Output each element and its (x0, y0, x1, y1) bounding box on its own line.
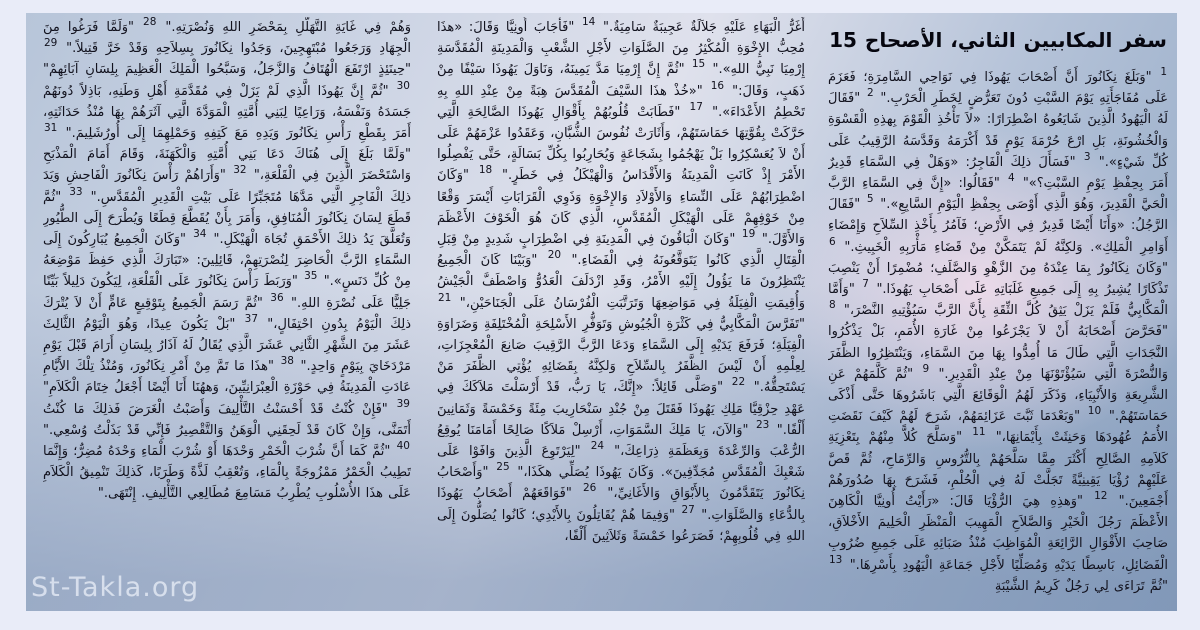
watermark: St-Takla.org (31, 572, 200, 603)
verses-left: وَهُمْ فِي غَايَةِ التَّهَلُّلِ بِمَحْضَرِ اللهِ وَنُصْرَتِهِ." $^{28}$ "وَلَمَّا فَرَغُوا مِنَ الْجِهَادِ وَرَجَعُوا مُبْتَهِجِينَ، وَجَدُوا نِكَانُورَ بِسِلاَحِهِ وَقَدْ خَرَّ قَتِيلاً." $^{29}$ "حِينَئِذٍ ارْتَفَعَ الْهُتَافُ وَالزَّجَلُ، وَسَبَّحُوا الْمَلِكَ الْعَظِيمَ بِلِسَانِ آبَائِهِمْ" $^{30}$ "ثُمَّ إِنَّ يَهُوذَا الَّذِي لَمْ يَزَلْ فِي مُقَدَّمَةِ أَهْلِ وَطَنِهِ، بَاذِلاً دُونَهُمْ جَسَدَهُ وَنَفْسَهُ، وَرَاعِيًا لِبَنِي أُمَّتِهِ الْمَوَدَّةَ الَّتِي آثَرَهُمْ بِهَا مُنْذُ حَدَاثَتِهِ، أَمَرَ بِقَطْعِ رَأْسِ نِكَانُورَ وَيَدِهِ مَعَ كَتِفِهِ وَحَمْلِهِمَا إِلَى أُورُشَلِيمَ." $^{31}$ "وَلَمَّا بَلَغَ إِلَى هُنَاكَ دَعَا بَنِي أُمَّتِهِ وَالْكَهَنَةَ، وَقَامَ أَمَامَ الْمَذْبَحِ وَاسْتَحْضَرَ الَّذِينَ فِي الْقَلْعَةِ،" $^{32}$ "وَأَرَاهُمْ رَأْسَ نِكَانُورَ الْفَاحِشِ وَيَدَ ذلِكَ الْفَاجِرِ الَّتِي مَدَّهَا مُتَجَبِّرًا عَلَى بَيْتِ الْقَدِيرِ الْمُقَدَّسِ." $^{33}$ "ثُمَّ قَطَعَ لِسَانَ نِكَانُورَ الْمُنَافِقِ، وَأَمَرَ بِأَنْ يُقَطَّعَ قِطَعًا وَيُطْرَحَ إِلَى الطُّيُورِ وَتُعَلَّقَ يَدُ ذلِكَ الأَحْمَقِ تُجَاهَ الْهَيْكَلِ." $^{34}$ "وَكَانَ الْجَمِيعُ يُبَارِكُونَ إِلَى السَّمَاءِ الرَّبَّ الْحَاضِرَ لِنُصْرَتِهِمْ، قَائِلِينَ: «تَبَارَكَ الَّذِي حَفِظَ مَوْضِعَهُ مِنْ كُلِّ دَنَسٍ»." $^{35}$ "وَرَبَطَ رَأْسَ نِكَانُورَ عَلَى الْقَلْعَةِ، لِيَكُونَ دَلِيلاً بَيِّنًا جَلِيًّا عَلَى نُصْرَةِ اللهِ." $^{36}$ "ثُمَّ رَسَمَ الْجَمِيعُ بِتَوْقِيعٍ عَامٍّ أَنْ لاَ يُتْرَكَ ذلِكَ الْيَوْمُ بِدُونِ احْتِفَالٍ،" $^{37}$ "بَلْ يَكُونَ عِيدًا، وَهُوَ الْيَوْمُ الثَّالِثَ عَشَرَ مِنَ الشَّهْرِ الثَّانِي عَشَرَ الَّذِي يُقَالُ لَهُ آذَارُ بِلِسَانِ أَرَامَ قَبْلَ يَوْمِ مَرْدَخَايَ بِيَوْمٍ وَاحِدٍ." $^{38}$ "هذَا مَا تَمَّ مِنْ أَمْرِ نِكَانُورَ، وَمُنْذُ تِلْكَ الأَيَّامِ عَادَتِ الْمَدِينَةُ فِي حَوْزَةِ الْعِبْرَانِيِّينَ، وَههُنَا أَنَا أَيْضًا أَجْعَلُ خِتَامَ الْكَلاَمِ" $^{39}$ "فَإِنْ كُنْتُ قَدْ أَحْسَنْتُ التَّأْلِيفَ وَأَصَبْتُ الْغَرَضَ فَذلِكَ مَا كُنْتُ أَتَمَنَّى، وَإِنْ كَانَ قَدْ لَحِقَنِي الْوَهَنُ وَالتَّقْصِيرُ فَإِنِّي قَدْ بَذَلْتُ وُسْعِي." $^{40}$ "ثُمَّ كَمَا أَنَّ شُرْبَ الْخَمْرِ وَحْدَهَا أَوْ شُرْبَ الْمَاءِ وَحْدَهُ مُضِرٌّ؛ وَإِنَّمَا تَطِيبُ الْخَمْرُ مَمْزُوجَةً بِالْمَاءِ، وَتُعْقِبُ لَذَّةً وَطَرَبًا، كَذلِكَ تَنْمِيقُ الْكَلاَمِ عَلَى هذَا الأُسْلُوبِ يُطْرِبُ مَسَامِعَ مُطَالِعِي التَّأْلِيفِ. إِنْتَهَى." (43, 17, 411, 502)
text-column-left (43, 17, 411, 609)
verses-right: $^1$ "وَبَلَغَ نِكَانُورَ أَنَّ أَصْحَابَ يَهُوذَا فِي نَوَاحِي السَّامِرَةِ؛ فَعَزَمَ عَلَى مُفَاجَأَتِهِ يَوْمَ السَّبْتِ دُونَ تَعَرُّضٍ لِخَطَرِ الْحَرْبِ." $^2$ "فَقَالَ لَهُ الْيَهُودُ الَّذِينَ شَايَعُوهُ اضْطِرَارًا: «لاَ تَأْخُذِ الْقَوْمَ بِهذِهِ الْقَسْوَةِ وَالْخُشُونَةِ، بَلِ ارْعَ حُرْمَةَ يَوْمٍ قَدْ أَكْرَمَهُ وَقَدَّسَهُ الرَّقِيبُ عَلَى كُلِّ شَيْءٍ»." $^3$ "فَسَأَلَ ذلِكَ الْفَاجِرُ: «وَهَلْ فِي السَّمَاءِ قَدِيرٌ أَمَرَ بِحِفْظِ يَوْمِ السَّبْتِ؟»" $^4$ "فَقَالُوا: «إِنَّ فِي السَّمَاءِ الرَّبَّ الْحَيَّ الْقَدِيرَ، وَهُوَ الَّذِي أَوْصَى بِحِفْظِ الْيَوْمِ السَّابِعِ»." $^5$ "فَقَالَ الرَّجُلُ: «وَأَنَا أَيْضًا قَدِيرٌ فِي الأَرْضِ؛ فَآمُرُ بِأَخْذِ السِّلاَحِ وَإِمْضَاءِ أَوَامِرِ الْمَلِكِ». وَلكِنَّهُ لَمْ يَتَمَكَّنْ مِنْ قَضَاءِ مَأْرَبِهِ الْخَبِيثِ." $^6$ "وَكَانَ نِكَانُورُ بِمَا عِنْدَهُ مِنَ الزَّهْوِ وَالصَّلَفِ؛ مُضْمِرًا أَنْ يَنْصِبَ تَذْكَارًا يُشِيرُ بِهِ إِلَى جَمِيعِ غَلَبَاتِهِ عَلَى أَصْحَابِ يَهُوذَا." $^7$ "وَأَمَّا الْمَكَّابِيُّ فَلَمْ يَزَلْ يَثِقُ كُلَّ الثِّقَةِ بِأَنَّ الرَّبَّ سَيُؤْتِيهِ النَّصْرَ،" $^8$ "فَحَرَّضَ أَصْحَابَهُ أَنْ لاَ يَجْزَعُوا مِنْ غَارَةِ الأُمَمِ، بَلْ يَذْكُرُوا النَّجَدَاتِ الَّتِي طَالَ مَا أُمِدُّوا بِهَا مِنَ السَّمَاءِ، وَيَنْتَظِرُوا الظَّفَرَ وَالنُّصْرَةَ الَّتِي سَيُؤْتَوْنَهَا مِنْ عِنْدِ الْقَدِيرِ." $^9$ "ثُمَّ كَلَّمَهُمْ عَنِ الشَّرِيعَةِ وَالأَنْبِيَاءِ، وَذَكَرَ لَهُمُ الْوَقَائِعَ الَّتِي بَاشَرُوهَا حَتَّى أَذْكَى حَمَاسَتَهُمْ." $^{10}$ "وَبَعْدَمَا ثَبَّتَ عَزَائِمَهُمْ، شَرَحَ لَهُمْ كَيْفَ نَقَضَتِ الأُمَمُ عُهُودَهَا وَحَنِثَتْ بِأَيْمَانِهَا،" $^{11}$ "وَسَلَّحَ كُلاًّ مِنْهُمْ بِتَعْزِيَةِ كَلاَمِهِ الصَّالِحِ أَكْثَرَ مِمَّا سَلَّحَهُمْ بِالتُّرُوسِ وَالرِّمَاحِ، ثُمَّ قَصَّ عَلَيْهِمْ رُؤْيَا يَقِينِيَّةً تَجَلَّتْ لَهُ فِي الْحُلْمِ، فَشَرَحَ بِهَا صُدُورَهُمْ أَجْمَعِينَ." $^{12}$ "وَهذِهِ هِيَ الرُّؤْيَا قَالَ: «رَأَيْتُ أُونِيَّا الْكَاهِنَ الأَعْظَمَ رَجُلَ الْخَيْرِ وَالصَّلاَحِ الْمَهِيبَ الْمَنْظَرِ الْحَلِيمَ الأَخْلاَقِ، صَاحِبَ الأَقْوَالِ الرَّائِعَةِ الْمُوَاظِبَ مُنْذُ صَبَائِهِ عَلَى جَمِيعِ ضُرُوبِ الْفَضَائِلِ، بَاسِطًا يَدَيْهِ وَمُصَلِّيًا لأَجْلِ جَمَاعَةِ الْيَهُودِ بِأَسْرِهَا." $^{13}$ "ثُمَّ تَرَاءَى لِي رَجُلٌ كَرِيمُ الشَّيْبَةِ (828, 66, 1168, 594)
text-column-right (828, 21, 1168, 605)
text-column-middle (437, 17, 805, 609)
verses-middle: أَغَرُّ الْبَهَاءِ عَلَيْهِ جَلاَلَةٌ عَجِيبَةٌ سَامِيَةٌ." $^{14}$ "فَأَجَابَ أُونِيَّا وَقَالَ: «هذَا مُحِبُّ الإِخْوَةِ الْمُكْثِرُ مِنَ الصَّلَوَاتِ لأَجْلِ الشَّعْبِ وَالْمَدِينَةِ الْمُقَدَّسَةِ إِرْمِيَا نَبِيُّ اللهِ»." $^{15}$ "ثُمَّ إِنَّ إِرْمِيَا مَدَّ يَمِينَهُ، وَنَاوَلَ يَهُوذَا سَيْفًا مِنْ ذَهَبٍ، وَقَالَ:" $^{16}$ "«خُذْ هذَا السَّيْفَ الْمُقَدَّسَ هِبَةً مِنْ عِنْدِ اللهِ بِهِ تَحْطِمُ الأَعْدَاءَ»." $^{17}$ "فَطَابَتْ قُلُوبُهُمْ بِأَقْوَالِ يَهُوذَا الصَّالِحَةِ الَّتِي حَرَّكَتْ بِقُوَّتِهَا حَمَاسَتَهُمْ، وَأَثَارَتْ نُفُوسَ الشُّبَّانِ، وَعَقَدُوا عَزْمَهُمْ عَلَى أَنْ لاَ يُعَسْكِرُوا بَلْ يَهْجُمُوا بِشَجَاعَةٍ وَيُحَارِبُوا بِكُلِّ بَسَالَةٍ، حَتَّى يَفْصِلُوا الأَمْرَ إِذْ كَانَتِ الْمَدِينَةُ وَالأَقْدَاسُ وَالْهَيْكَلُ فِي خَطَرٍ." $^{18}$ "وَكَانَ اضْطِرَابُهُمْ عَلَى النِّسَاءِ وَالأَوْلاَدِ وَالإِخْوَةِ وَذَوِي الْقَرَابَاتِ أَيْسَرَ وَقْعًا مِنْ خَوْفِهِمْ عَلَى الْهَيْكَلِ الْمُقَدَّسِ، الَّذِي كَانَ هُوَ الْخَوْفَ الأَعْظَمَ وَالأَوَّلَ." $^{19}$ "وَكَانَ الْبَاقُونَ فِي الْمَدِينَةِ فِي اضْطِرَابٍ شَدِيدٍ مِنْ قِبَلِ الْقِتَالِ الَّذِي كَانُوا يَتَوَقَّعُونَهُ فِي الْفَضَاءِ." $^{20}$ "وَبَيْنَا كَانَ الْجَمِيعُ يَنْتَظِرُونَ مَا يَؤُولُ إِلَيْهِ الأَمْرُ، وَقَدِ ازْدَلَفَ الْعَدُوُّ وَاصْطَفَّ الْجَيْشُ وَأُقِيمَتِ الْفِيَلَةُ فِي مَوَاضِعِهَا وَتَرَتَّبَتِ الْفُرْسَانُ عَلَى الْجَنَاحَيْنِ،" $^{21}$ "تَفَرَّسَ الْمَكَّابِيُّ فِي كَثْرَةِ الْجُيُوشِ وَتَوَفُّرِ الأَسْلِحَةِ الْمُخْتَلِفَةِ وَضَرَاوَةِ الْفِيَلَةِ؛ فَرَفَعَ يَدَيْهِ إِلَى السَّمَاءِ وَدَعَا الرَّبَّ الرَّقِيبَ صَانِعَ الْمُعْجِزَاتِ، لِعِلْمِهِ أَنْ لَيْسَ الظَّفَرُ بِالسِّلاَحِ وَلكِنَّهُ بِقَضَائِهِ يُؤْتِي الظَّفَرَ مَنْ يَسْتَحِقُّهُ." $^{22}$ "وَصَلَّى قَائِلاً: «إِنَّكَ، يَا رَبُّ، قَدْ أَرْسَلْتَ مَلاَكَكَ فِي عَهْدِ حِزْقِيَّا مَلِكِ يَهُوذَا فَقَتَلَ مِنْ جُنْدِ سَنْحَارِيبَ مِئَةً وَخَمْسَةً وَثَمَانِينَ أَلْفًا." $^{23}$ "وَالآنَ، يَا مَلِكَ السَّمَوَاتِ، أَرْسِلْ مَلاَكًا صَالِحًا أَمَامَنَا يُوقِعُ الرُّعْبَ وَالرِّعْدَةَ وَبِعَظَمَةِ ذِرَاعِكَ،" $^{24}$ "لِيَرْتَوِعَ الَّذِينَ وَافَوْا عَلَى شَعْبِكَ الْمُقَدَّسِ مُجَدِّفِينَ». وَكَانَ يَهُوذَا يُصَلِّي هكَذَا،" $^{25}$ "وَأَصْحَابُ نِكَانُورَ يَتَقَدَّمُونَ بِالأَبْوَاقِ وَالأَغَانِيِّ،" $^{26}$ "فَوَاقَعَهُمْ أَصْحَابُ يَهُوذَا بِالدُّعَاءِ وَالصَّلَوَاتِ." $^{27}$ "وَفِيمَا هُمْ يُقَاتِلُونَ بِالأَيْدِي؛ كَانُوا يُصَلُّونَ إِلَى اللهِ فِي قُلُوبِهِمْ؛ فَصَرَعُوا خَمْسَةً وَثَلاَثِينَ أَلْفًا، (437, 17, 805, 544)
scripture-sky-image (26, 13, 1177, 611)
chapter-title: سفر المكابيين الثاني، الأصحاح 15 (829, 28, 1167, 52)
